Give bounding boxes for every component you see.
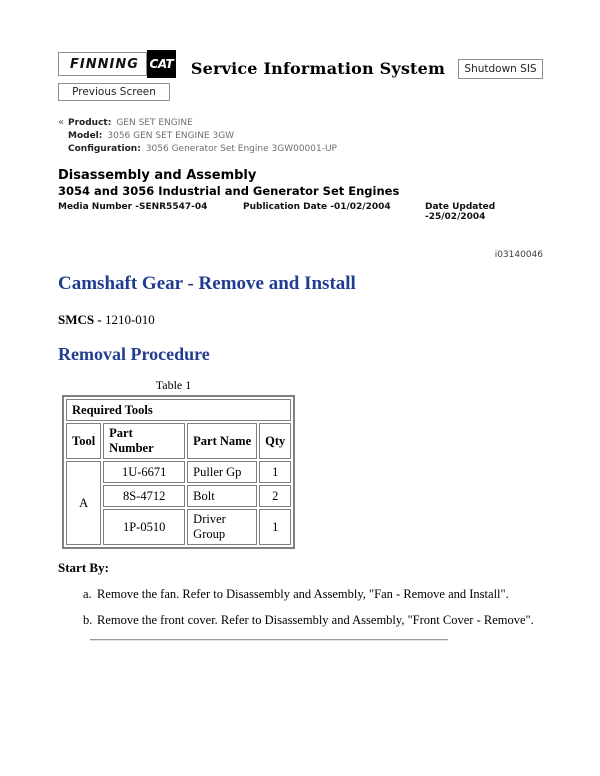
removal-procedure-heading: Removal Procedure (58, 344, 210, 364)
model-value: 3056 GEN SET ENGINE 3GW (107, 131, 235, 141)
qty-cell: 1 (259, 461, 291, 483)
column-header-part-name: Part Name (187, 423, 257, 459)
cat-logo: CAT (147, 50, 176, 78)
step-text: Remove the front cover. Refer to Disassembly and Assembly, "Front Cover - Remove". (97, 613, 534, 627)
part-name-cell: Bolt (187, 485, 257, 507)
finning-cat-logo (58, 50, 178, 78)
publication-date: Publication Date -01/02/2004 (243, 202, 391, 212)
part-number-cell: 1P-0510 (103, 509, 185, 545)
configuration-value: 3056 Generator Set Engine 3GW00001-UP (145, 144, 337, 154)
document-subtitle: 3054 and 3056 Industrial and Generator Set Engines (58, 184, 400, 198)
column-header-qty: Qty (259, 423, 291, 459)
shutdown-sis-button[interactable]: Shutdown SIS (458, 59, 543, 79)
section-divider (90, 639, 448, 641)
step-marker: a. (83, 587, 92, 601)
table-title-cell: Required Tools (66, 399, 291, 421)
product-label: Product: (68, 118, 112, 128)
configuration-row (58, 143, 543, 156)
table-header-row (66, 423, 291, 459)
collapse-chevron-icon[interactable]: « (58, 117, 65, 128)
part-name-cell: Driver Group (187, 509, 257, 545)
product-value: GEN SET ENGINE (116, 118, 193, 128)
step-text: Remove the fan. Refer to Disassembly and Assembly, "Fan - Remove and Install". (97, 587, 509, 601)
table-title-row (66, 399, 291, 421)
required-tools-table (62, 395, 295, 549)
table-row (66, 461, 291, 483)
model-row (58, 130, 543, 143)
finning-logo-text: FINNING (58, 52, 147, 76)
model-label: Model: (68, 131, 103, 141)
step-item-a (58, 587, 543, 602)
part-number-cell: 8S-4712 (103, 485, 185, 507)
table-caption: Table 1 (155, 378, 192, 392)
smcs-line (58, 312, 543, 328)
date-updated: Date Updated -25/02/2004 (425, 202, 496, 222)
article-heading: Camshaft Gear - Remove and Install (58, 273, 356, 294)
start-by-steps (58, 587, 543, 628)
step-item-b (58, 613, 543, 628)
tool-group-cell: A (66, 461, 101, 545)
page-title: Service Information System (190, 59, 446, 78)
step-marker: b. (83, 613, 93, 627)
media-number: Media Number -SENR5547-04 (58, 202, 208, 212)
product-info-panel (58, 116, 543, 156)
document-title: Disassembly and Assembly (58, 168, 257, 183)
header-left (58, 50, 178, 101)
column-header-tool: Tool (66, 423, 101, 459)
part-number-cell: 1U-6671 (103, 461, 185, 483)
header (58, 50, 543, 101)
start-by-label: Start By: (58, 560, 109, 575)
qty-cell: 2 (259, 485, 291, 507)
column-header-part-number: Part Number (103, 423, 185, 459)
configuration-label: Configuration: (68, 144, 141, 154)
smcs-value: 1210-010 (104, 312, 155, 327)
smcs-label: SMCS - (58, 312, 102, 327)
part-name-cell: Puller Gp (187, 461, 257, 483)
product-row (58, 116, 543, 130)
document-id: i03140046 (494, 250, 543, 260)
qty-cell: 1 (259, 509, 291, 545)
previous-screen-button[interactable]: Previous Screen (58, 83, 170, 101)
document-meta (58, 202, 543, 222)
